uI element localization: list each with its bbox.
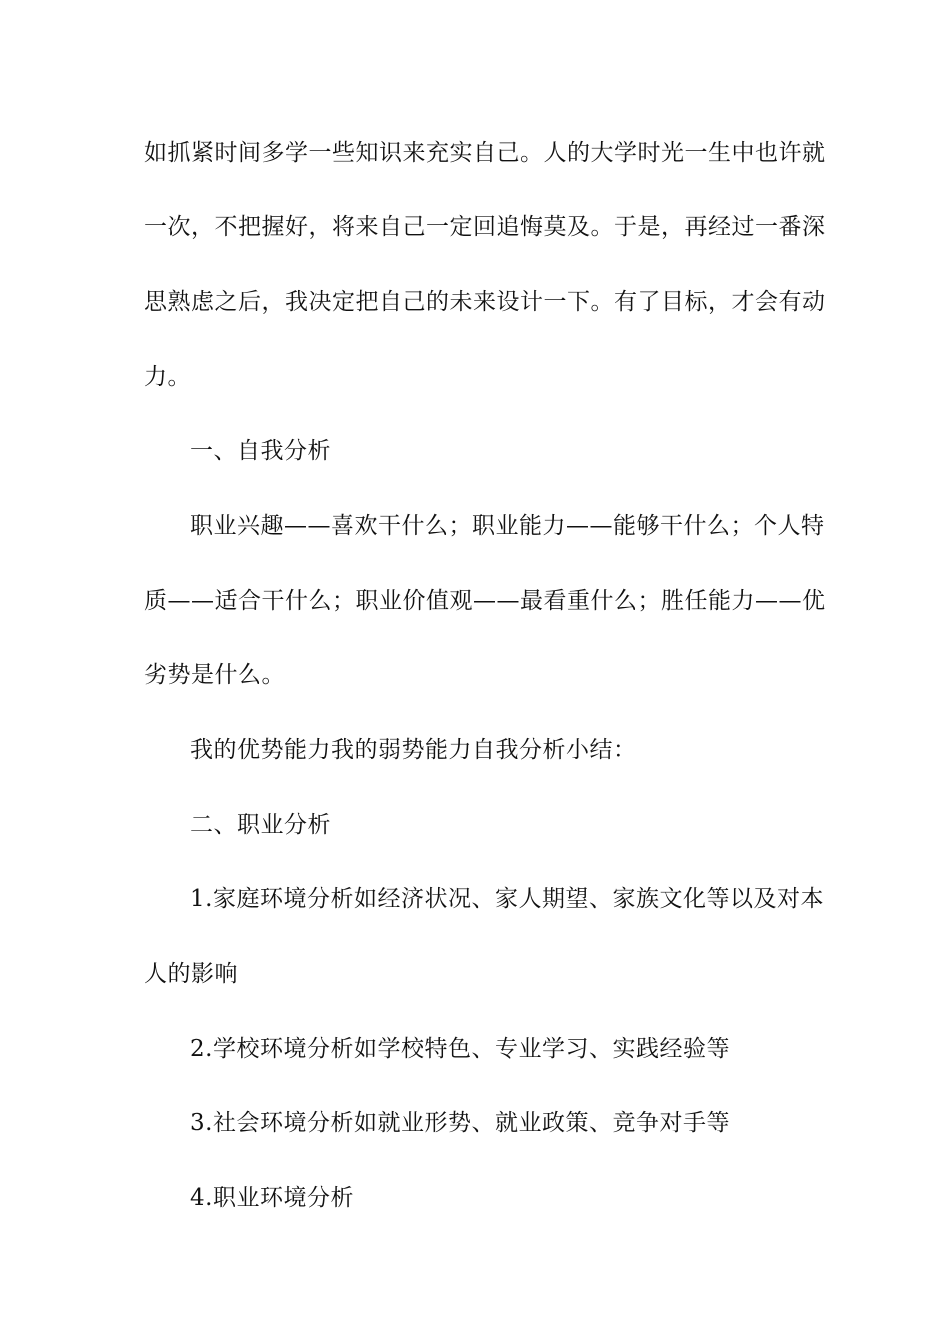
list-item-school: 2.学校环境分析如学校特色、专业学习、实践经验等 xyxy=(190,1036,730,1062)
text-line: 人的影响 xyxy=(144,961,238,987)
list-item-society: 3.社会环境分析如就业形势、就业政策、竞争对手等 xyxy=(190,1110,730,1136)
text-line: 劣势是什么。 xyxy=(144,662,285,688)
text-line: 职业兴趣——喜欢干什么；职业能力——能够干什么；个人特 xyxy=(190,513,825,539)
text-line: 思熟虑之后，我决定把自己的未来设计一下。有了目标，才会有动 xyxy=(144,289,826,315)
text-line: 1.家庭环境分析如经济状况、家人期望、家族文化等以及对本 xyxy=(190,886,824,912)
list-item-career-environment: 4.职业环境分析 xyxy=(190,1185,354,1211)
text-line: 力。 xyxy=(144,364,191,390)
section-heading-self-analysis: 一、自我分析 xyxy=(190,438,331,464)
paragraph-summary: 我的优势能力我的弱势能力自我分析小结： xyxy=(190,737,637,763)
text-line: 一次，不把握好，将来自己一定回追悔莫及。于是，再经过一番深 xyxy=(144,214,826,240)
text-line: 质——适合干什么；职业价值观——最看重什么；胜任能力——优 xyxy=(144,588,826,614)
text-line: 如抓紧时间多学一些知识来充实自己。人的大学时光一生中也许就 xyxy=(144,140,826,166)
section-heading-career-analysis: 二、职业分析 xyxy=(190,812,331,838)
